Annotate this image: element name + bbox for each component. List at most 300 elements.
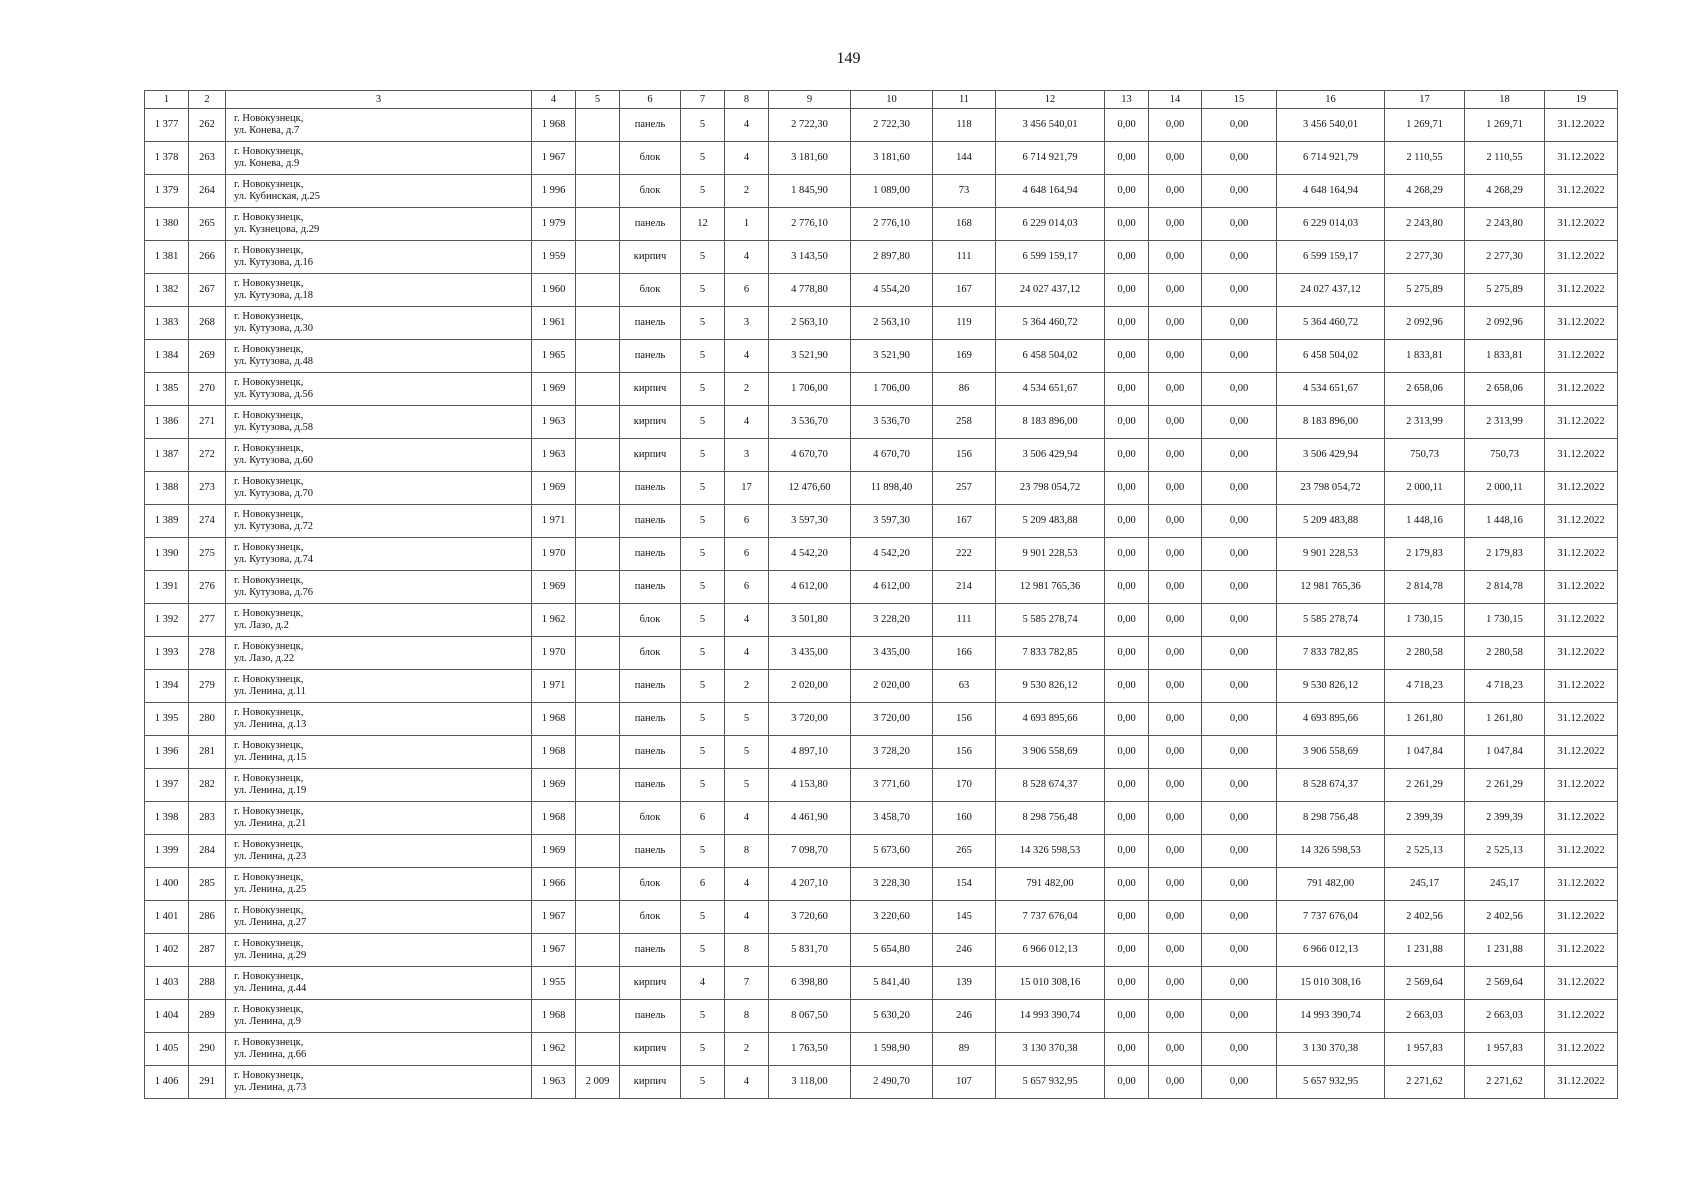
table-cell: 0,00	[1202, 472, 1277, 505]
table-cell: 3 181,60	[851, 142, 933, 175]
table-cell: 14 326 598,53	[996, 835, 1105, 868]
table-cell: 2 814,78	[1385, 571, 1465, 604]
address-street: ул. Лазо, д.2	[234, 620, 289, 631]
table-cell	[576, 571, 620, 604]
address-street: ул. Кутузова, д.16	[234, 257, 313, 268]
table-cell: 1 399	[145, 835, 189, 868]
table-cell: 31.12.2022	[1545, 406, 1618, 439]
table-cell: 1 963	[532, 406, 576, 439]
table-cell: 2 277,30	[1385, 241, 1465, 274]
address-city: г. Новокузнецк,	[234, 245, 304, 256]
table-cell: 750,73	[1385, 439, 1465, 472]
table-cell: 168	[933, 208, 996, 241]
table-cell: 0,00	[1105, 109, 1149, 142]
table-row	[145, 571, 1618, 604]
table-cell: 1 231,88	[1465, 934, 1545, 967]
address-street: ул. Ленина, д.13	[234, 719, 307, 730]
table-cell: 2 243,80	[1465, 208, 1545, 241]
table-cell: 279	[189, 670, 226, 703]
table-cell: 1 969	[532, 571, 576, 604]
table-cell: 3 118,00	[769, 1066, 851, 1099]
table-cell: 4 461,90	[769, 802, 851, 835]
table-cell: 0,00	[1149, 1000, 1202, 1033]
table-cell: 0,00	[1202, 571, 1277, 604]
table-cell: 3 728,20	[851, 736, 933, 769]
table-cell: 2 243,80	[1385, 208, 1465, 241]
table-cell: 4	[681, 967, 725, 1000]
table-cell: 287	[189, 934, 226, 967]
table-cell: 1 231,88	[1385, 934, 1465, 967]
table-cell: 6	[725, 538, 769, 571]
address-city: г. Новокузнецк,	[234, 938, 304, 949]
table-cell: 31.12.2022	[1545, 340, 1618, 373]
table-cell: блок	[620, 274, 681, 307]
table-cell: блок	[620, 175, 681, 208]
table-cell: 1 979	[532, 208, 576, 241]
table-cell: 2 563,10	[851, 307, 933, 340]
table-cell: 31.12.2022	[1545, 604, 1618, 637]
table-cell: 791 482,00	[996, 868, 1105, 901]
table-cell: 1 386	[145, 406, 189, 439]
column-header: 7	[681, 91, 725, 109]
table-cell: 0,00	[1202, 967, 1277, 1000]
table-cell: 0,00	[1202, 439, 1277, 472]
address-city: г. Новокузнецк,	[234, 1004, 304, 1015]
table-cell: 0,00	[1105, 142, 1149, 175]
table-cell: 0,00	[1149, 373, 1202, 406]
table-row	[145, 934, 1618, 967]
table-cell: 0,00	[1149, 835, 1202, 868]
table-cell: 31.12.2022	[1545, 175, 1618, 208]
address-cell	[226, 538, 532, 571]
table-cell: 0,00	[1105, 340, 1149, 373]
table-cell: 12 981 765,36	[1277, 571, 1385, 604]
table-cell: 1 380	[145, 208, 189, 241]
address-city: г. Новокузнецк,	[234, 476, 304, 487]
address-cell	[226, 175, 532, 208]
table-cell: 8 067,50	[769, 1000, 851, 1033]
table-cell: 0,00	[1149, 670, 1202, 703]
table-cell: 1 969	[532, 835, 576, 868]
table-cell: панель	[620, 538, 681, 571]
table-cell: 0,00	[1149, 604, 1202, 637]
table-cell: 1 393	[145, 637, 189, 670]
table-cell: 4	[725, 109, 769, 142]
table-cell: 5	[681, 406, 725, 439]
table-cell: 3 506 429,94	[996, 439, 1105, 472]
table-cell: 0,00	[1202, 208, 1277, 241]
table-row	[145, 142, 1618, 175]
table-cell: блок	[620, 604, 681, 637]
table-cell: 5	[681, 274, 725, 307]
table-cell: 4 542,20	[769, 538, 851, 571]
table-cell: 2 722,30	[769, 109, 851, 142]
table-cell	[576, 934, 620, 967]
table-cell: 2 313,99	[1465, 406, 1545, 439]
table-cell: 1 396	[145, 736, 189, 769]
table-cell: 3 456 540,01	[1277, 109, 1385, 142]
table-cell: 4	[725, 868, 769, 901]
table-cell: 5 585 278,74	[1277, 604, 1385, 637]
table-cell: 4 693 895,66	[996, 703, 1105, 736]
table-cell: 31.12.2022	[1545, 1033, 1618, 1066]
table-cell: 245,17	[1465, 868, 1545, 901]
table-cell: 0,00	[1202, 901, 1277, 934]
table-cell: блок	[620, 637, 681, 670]
table-cell: 1 969	[532, 769, 576, 802]
table-row	[145, 637, 1618, 670]
table-cell	[576, 1000, 620, 1033]
table-cell: 5	[681, 571, 725, 604]
table-cell: 5	[681, 505, 725, 538]
table-cell: 31.12.2022	[1545, 472, 1618, 505]
table-cell	[576, 505, 620, 538]
table-cell: 0,00	[1149, 241, 1202, 274]
table-cell: 5 364 460,72	[1277, 307, 1385, 340]
table-cell: 1 965	[532, 340, 576, 373]
table-cell: 2 313,99	[1385, 406, 1465, 439]
table-cell: 1 969	[532, 373, 576, 406]
table-cell: 8 183 896,00	[1277, 406, 1385, 439]
table-cell: 31.12.2022	[1545, 505, 1618, 538]
table-cell: 5	[681, 307, 725, 340]
table-cell: 170	[933, 769, 996, 802]
address-city: г. Новокузнецк,	[234, 1070, 304, 1081]
table-cell: кирпич	[620, 1033, 681, 1066]
table-cell: 2 110,55	[1465, 142, 1545, 175]
address-cell	[226, 1066, 532, 1099]
address-cell	[226, 208, 532, 241]
address-street: ул. Кутузова, д.76	[234, 587, 313, 598]
table-cell: 1 391	[145, 571, 189, 604]
table-cell: 6 599 159,17	[1277, 241, 1385, 274]
table-cell: 4 718,23	[1465, 670, 1545, 703]
table-cell: 281	[189, 736, 226, 769]
table-cell: 2 814,78	[1465, 571, 1545, 604]
table-cell: 5	[681, 241, 725, 274]
table-cell: 3 771,60	[851, 769, 933, 802]
table-cell	[576, 472, 620, 505]
table-cell: 4	[725, 1066, 769, 1099]
housing-table	[144, 90, 1618, 1099]
table-cell: 269	[189, 340, 226, 373]
table-cell: 268	[189, 307, 226, 340]
table-cell: 4	[725, 241, 769, 274]
address-city: г. Новокузнецк,	[234, 806, 304, 817]
table-cell: 5	[681, 373, 725, 406]
table-cell	[576, 142, 620, 175]
table-cell: 0,00	[1149, 472, 1202, 505]
table-cell: 0,00	[1105, 703, 1149, 736]
table-cell: 73	[933, 175, 996, 208]
table-cell: 1 966	[532, 868, 576, 901]
table-cell: 3 228,20	[851, 604, 933, 637]
table-cell: 0,00	[1105, 637, 1149, 670]
table-cell: 0,00	[1105, 868, 1149, 901]
table-cell: 8 298 756,48	[996, 802, 1105, 835]
column-header: 8	[725, 91, 769, 109]
table-cell: 14 993 390,74	[996, 1000, 1105, 1033]
table-row	[145, 109, 1618, 142]
table-cell: 1 406	[145, 1066, 189, 1099]
table-cell: панель	[620, 505, 681, 538]
table-cell: 263	[189, 142, 226, 175]
table-cell: 31.12.2022	[1545, 241, 1618, 274]
table-cell: 6 966 012,13	[996, 934, 1105, 967]
table-cell: 119	[933, 307, 996, 340]
table-cell: 14 993 390,74	[1277, 1000, 1385, 1033]
table-cell: 4 693 895,66	[1277, 703, 1385, 736]
address-street: ул. Кутузова, д.72	[234, 521, 313, 532]
table-cell: 0,00	[1202, 604, 1277, 637]
page-number: 149	[836, 50, 861, 67]
address-cell	[226, 736, 532, 769]
table-row	[145, 1066, 1618, 1099]
address-city: г. Новокузнецк,	[234, 542, 304, 553]
table-cell: 7 833 782,85	[1277, 637, 1385, 670]
table-cell: 5	[681, 670, 725, 703]
table-cell: 0,00	[1105, 307, 1149, 340]
table-row	[145, 604, 1618, 637]
table-cell: 1 996	[532, 175, 576, 208]
table-cell: 276	[189, 571, 226, 604]
table-cell: 266	[189, 241, 226, 274]
table-cell: 3	[725, 307, 769, 340]
table-cell: 31.12.2022	[1545, 1066, 1618, 1099]
address-city: г. Новокузнецк,	[234, 1037, 304, 1048]
table-cell: 0,00	[1105, 1066, 1149, 1099]
table-cell: 1 730,15	[1385, 604, 1465, 637]
table-cell: 24 027 437,12	[996, 274, 1105, 307]
table-cell: блок	[620, 802, 681, 835]
address-cell	[226, 637, 532, 670]
table-cell: 0,00	[1105, 373, 1149, 406]
table-cell: 31.12.2022	[1545, 208, 1618, 241]
table-cell: 8	[725, 934, 769, 967]
address-cell	[226, 571, 532, 604]
address-city: г. Новокузнецк,	[234, 971, 304, 982]
table-row	[145, 802, 1618, 835]
table-cell: 1 833,81	[1385, 340, 1465, 373]
table-cell: 2 897,80	[851, 241, 933, 274]
address-city: г. Новокузнецк,	[234, 773, 304, 784]
table-cell: 1 598,90	[851, 1033, 933, 1066]
table-cell: 6 398,80	[769, 967, 851, 1000]
table-cell: 31.12.2022	[1545, 868, 1618, 901]
table-cell: 2 092,96	[1385, 307, 1465, 340]
table-cell: 5	[681, 1066, 725, 1099]
table-cell: 0,00	[1149, 868, 1202, 901]
table-cell: 264	[189, 175, 226, 208]
table-cell: 14 326 598,53	[1277, 835, 1385, 868]
table-cell: 111	[933, 604, 996, 637]
table-cell: 1 968	[532, 703, 576, 736]
table-cell: 1 377	[145, 109, 189, 142]
table-cell: 0,00	[1105, 439, 1149, 472]
table-cell: 5 673,60	[851, 835, 933, 868]
table-cell: 282	[189, 769, 226, 802]
table-cell: 288	[189, 967, 226, 1000]
address-street: ул. Лазо, д.22	[234, 653, 295, 664]
table-cell: 31.12.2022	[1545, 637, 1618, 670]
table-cell: кирпич	[620, 241, 681, 274]
table-cell: 275	[189, 538, 226, 571]
address-street: ул. Ленина, д.25	[234, 884, 307, 895]
table-cell: 5	[681, 604, 725, 637]
table-cell: 1 385	[145, 373, 189, 406]
table-cell: панель	[620, 835, 681, 868]
address-street: ул. Ленина, д.29	[234, 950, 307, 961]
table-cell: 0,00	[1202, 835, 1277, 868]
table-cell: панель	[620, 670, 681, 703]
address-street: ул. Кутузова, д.58	[234, 422, 313, 433]
table-cell: 3 720,00	[851, 703, 933, 736]
address-city: г. Новокузнецк,	[234, 410, 304, 421]
table-cell: 0,00	[1202, 274, 1277, 307]
table-cell: 1 388	[145, 472, 189, 505]
table-cell: 0,00	[1202, 406, 1277, 439]
table-cell: 267	[189, 274, 226, 307]
address-city: г. Новокузнецк,	[234, 872, 304, 883]
table-cell: 2 658,06	[1385, 373, 1465, 406]
address-street: ул. Кутузова, д.74	[234, 554, 313, 565]
column-header: 15	[1202, 91, 1277, 109]
table-cell: 5 275,89	[1465, 274, 1545, 307]
table-cell: 1 957,83	[1465, 1033, 1545, 1066]
table-cell: 285	[189, 868, 226, 901]
table-cell: 8 528 674,37	[1277, 769, 1385, 802]
table-cell: 2	[725, 1033, 769, 1066]
table-cell: 8 528 674,37	[996, 769, 1105, 802]
address-street: ул. Ленина, д.44	[234, 983, 307, 994]
table-cell: 31.12.2022	[1545, 901, 1618, 934]
table-cell: 31.12.2022	[1545, 769, 1618, 802]
table-cell: 2 399,39	[1385, 802, 1465, 835]
address-cell	[226, 604, 532, 637]
table-cell: 1 269,71	[1385, 109, 1465, 142]
address-cell	[226, 1000, 532, 1033]
table-cell: 2 179,83	[1465, 538, 1545, 571]
table-cell: 272	[189, 439, 226, 472]
table-cell: 2 525,13	[1385, 835, 1465, 868]
table-cell: 4 554,20	[851, 274, 933, 307]
table-cell: 0,00	[1149, 208, 1202, 241]
table-cell: 0,00	[1149, 142, 1202, 175]
table-cell: 0,00	[1202, 241, 1277, 274]
address-cell	[226, 868, 532, 901]
table-cell: панель	[620, 1000, 681, 1033]
table-cell: 273	[189, 472, 226, 505]
table-cell: 0,00	[1149, 1033, 1202, 1066]
table-cell: 290	[189, 1033, 226, 1066]
table-cell: 4 648 164,94	[1277, 175, 1385, 208]
table-row	[145, 241, 1618, 274]
table-cell: 1 706,00	[851, 373, 933, 406]
table-cell: 2 092,96	[1465, 307, 1545, 340]
table-cell	[576, 769, 620, 802]
table-cell: 280	[189, 703, 226, 736]
address-cell	[226, 934, 532, 967]
table-cell: 0,00	[1105, 538, 1149, 571]
column-header: 9	[769, 91, 851, 109]
table-cell: 15 010 308,16	[1277, 967, 1385, 1000]
table-cell: 0,00	[1202, 505, 1277, 538]
table-cell: 5	[681, 637, 725, 670]
table-cell: 1 261,80	[1465, 703, 1545, 736]
table-cell: 6 966 012,13	[1277, 934, 1385, 967]
table-cell: 1 959	[532, 241, 576, 274]
table-cell: 8	[725, 835, 769, 868]
table-cell: 278	[189, 637, 226, 670]
table-cell: 31.12.2022	[1545, 802, 1618, 835]
table-cell: 6 714 921,79	[996, 142, 1105, 175]
table-cell: 169	[933, 340, 996, 373]
table-cell: 0,00	[1149, 934, 1202, 967]
table-cell	[576, 835, 620, 868]
table-cell: 4 670,70	[769, 439, 851, 472]
table-cell: 2	[725, 175, 769, 208]
table-cell: 1 387	[145, 439, 189, 472]
table-cell: 0,00	[1105, 1000, 1149, 1033]
table-cell	[576, 637, 620, 670]
table-cell: 63	[933, 670, 996, 703]
address-cell	[226, 142, 532, 175]
table-row	[145, 1033, 1618, 1066]
table-cell: 2 020,00	[851, 670, 933, 703]
address-city: г. Новокузнецк,	[234, 707, 304, 718]
table-cell: 1 448,16	[1385, 505, 1465, 538]
address-street: ул. Ленина, д.23	[234, 851, 307, 862]
table-cell: 0,00	[1149, 571, 1202, 604]
address-city: г. Новокузнецк,	[234, 311, 304, 322]
table-cell: 3 228,30	[851, 868, 933, 901]
address-cell	[226, 439, 532, 472]
address-cell	[226, 307, 532, 340]
table-cell: 3 458,70	[851, 802, 933, 835]
table-cell: 0,00	[1202, 1033, 1277, 1066]
table-cell: 3 181,60	[769, 142, 851, 175]
table-cell: 1 089,00	[851, 175, 933, 208]
table-cell: 12 981 765,36	[996, 571, 1105, 604]
address-cell	[226, 703, 532, 736]
table-cell: 5	[681, 835, 725, 868]
table-cell: 1 404	[145, 1000, 189, 1033]
table-row	[145, 670, 1618, 703]
table-cell: 0,00	[1105, 1033, 1149, 1066]
table-cell: 9 901 228,53	[996, 538, 1105, 571]
table-cell: 4 268,29	[1385, 175, 1465, 208]
table-cell: 145	[933, 901, 996, 934]
table-cell: 1 955	[532, 967, 576, 1000]
table-cell: 31.12.2022	[1545, 1000, 1618, 1033]
table-cell: 3 506 429,94	[1277, 439, 1385, 472]
table-cell	[576, 208, 620, 241]
table-cell: 15 010 308,16	[996, 967, 1105, 1000]
table-cell: кирпич	[620, 373, 681, 406]
table-cell: 1 763,50	[769, 1033, 851, 1066]
address-street: ул. Ленина, д.15	[234, 752, 307, 763]
table-cell: 5	[725, 703, 769, 736]
table-cell: 1 970	[532, 637, 576, 670]
table-cell: 1 971	[532, 505, 576, 538]
table-cell: 107	[933, 1066, 996, 1099]
table-cell: блок	[620, 142, 681, 175]
table-cell: 1 401	[145, 901, 189, 934]
table-cell: 3 906 558,69	[996, 736, 1105, 769]
table-row	[145, 208, 1618, 241]
table-cell: 245,17	[1385, 868, 1465, 901]
table-cell: 0,00	[1202, 868, 1277, 901]
